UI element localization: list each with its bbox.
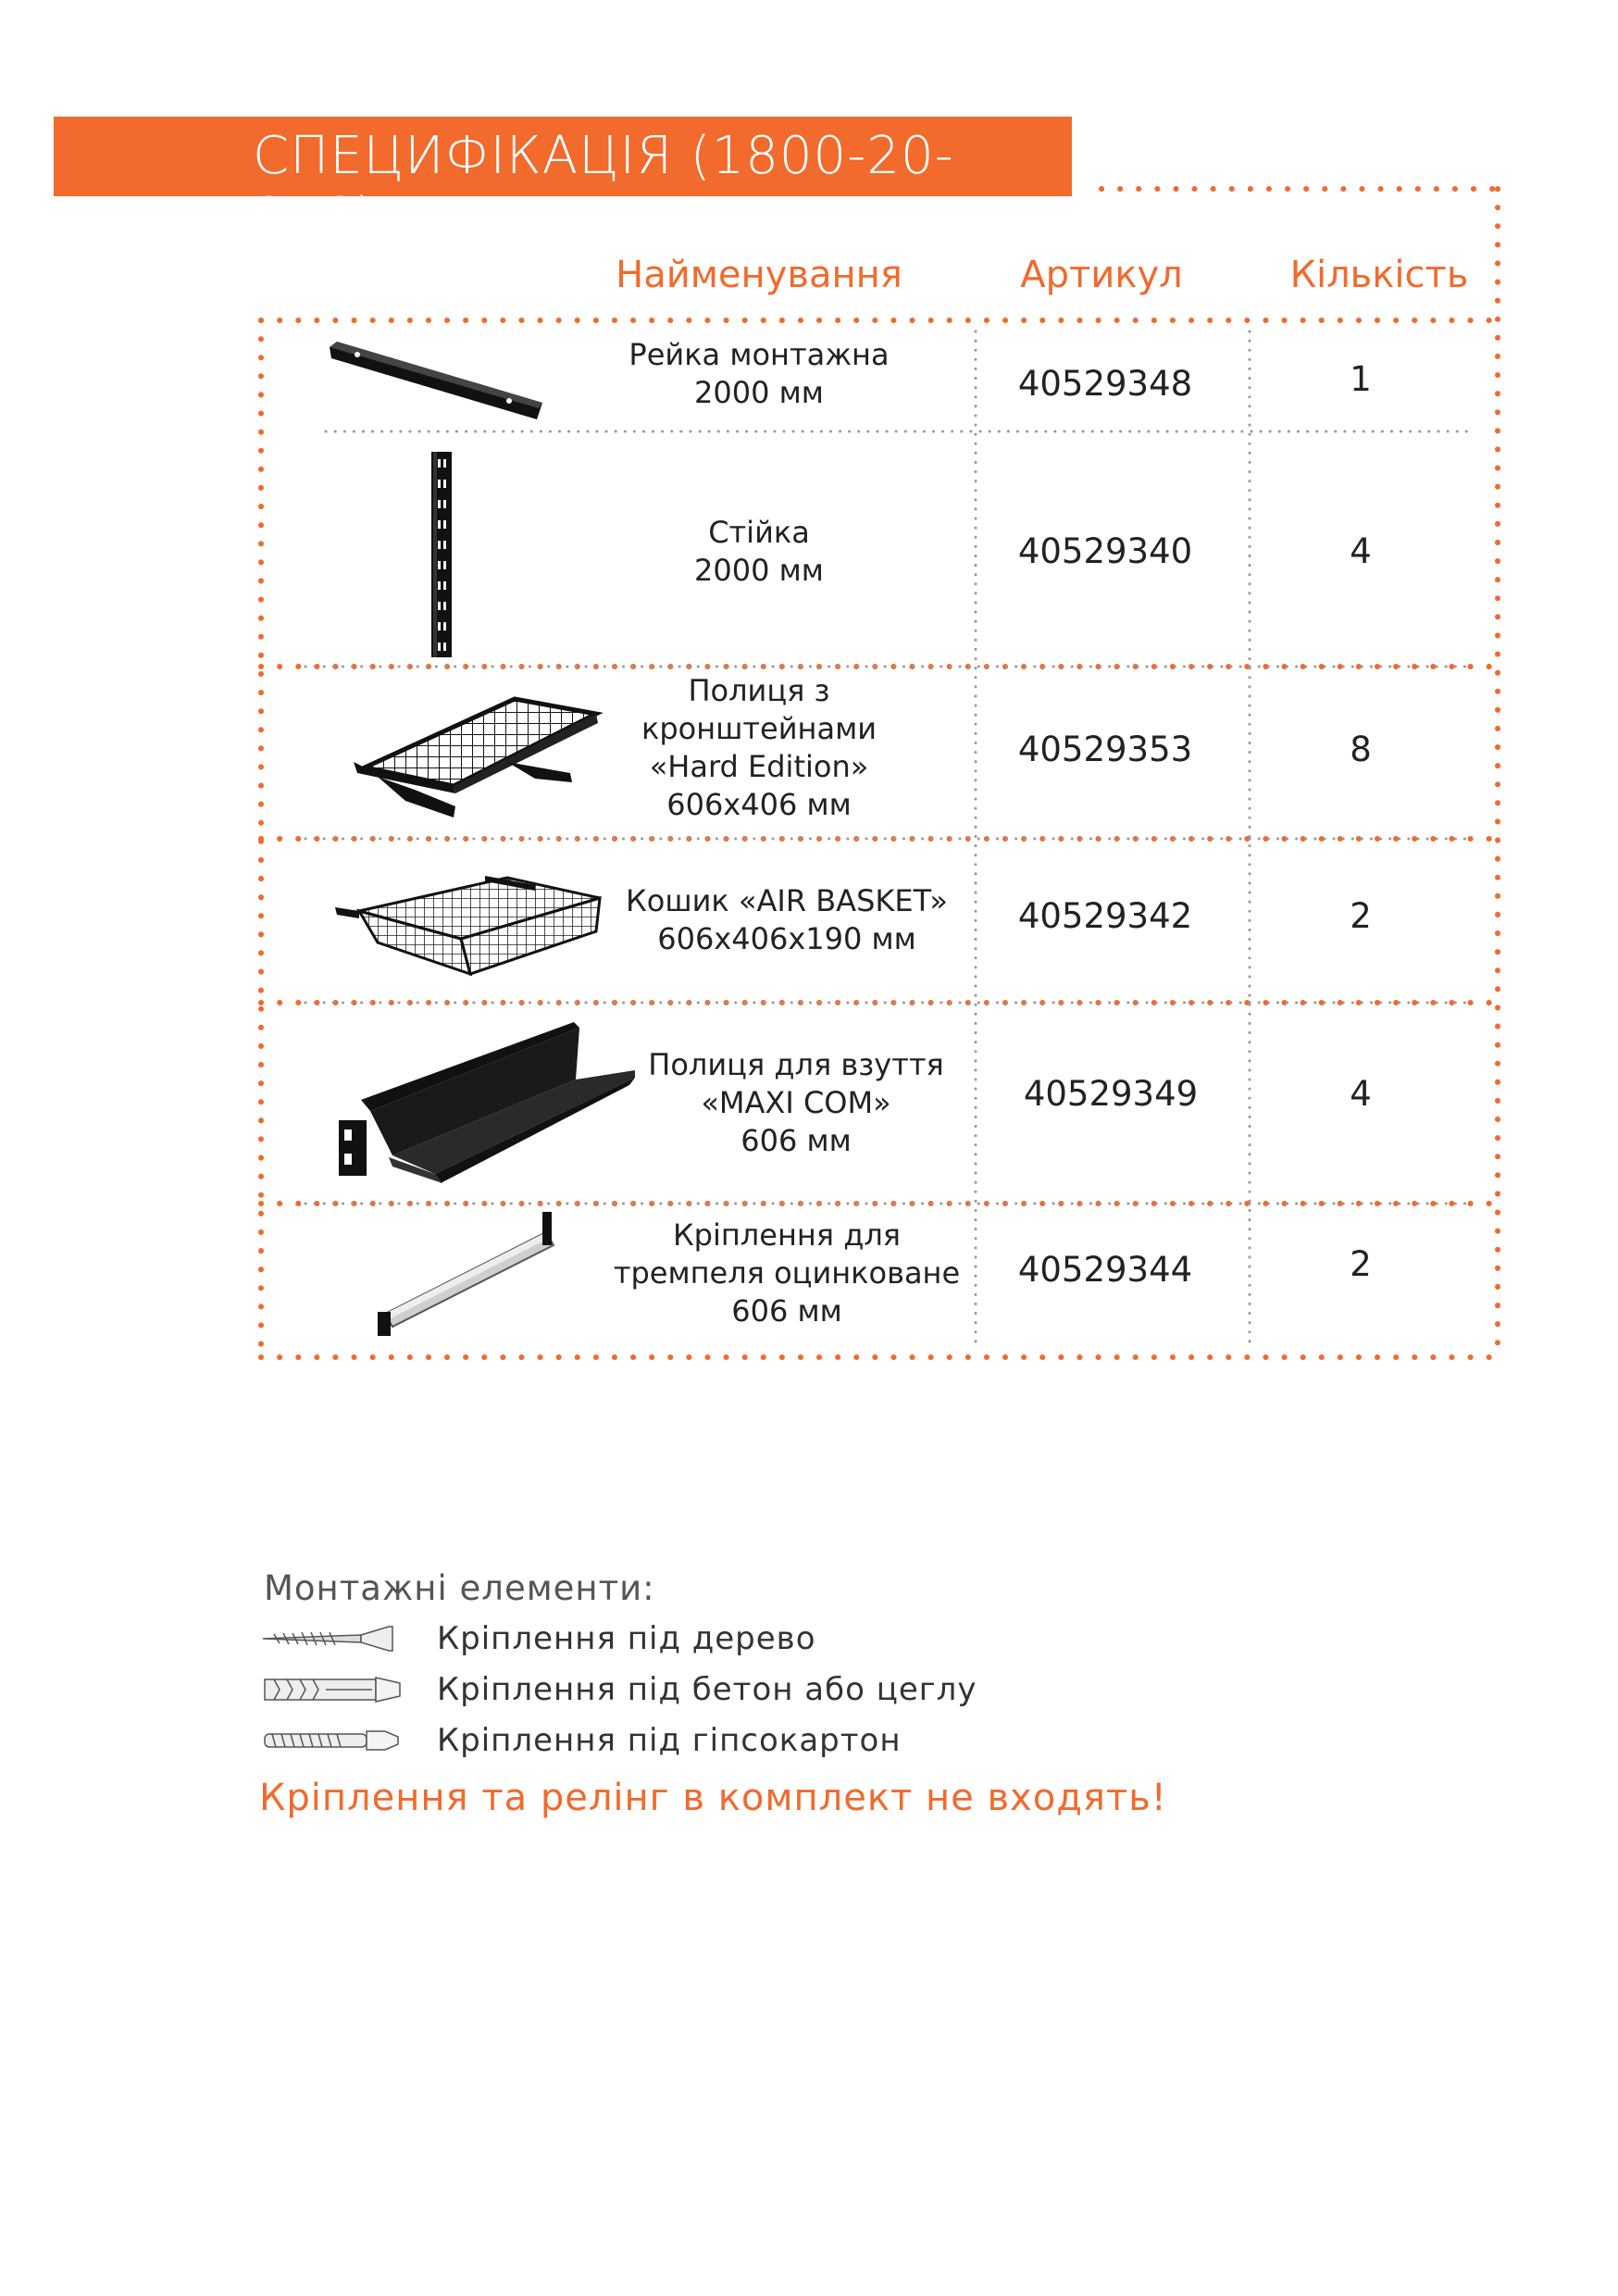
column-header-quantity: Кількість [1289, 254, 1469, 296]
row-1-article: 40529348 [1017, 364, 1193, 404]
column-header-article: Артикул [1020, 254, 1183, 296]
row-5-name: Полиця для взуття «MAXI COM» 606 мм [648, 1047, 944, 1158]
row-6-name: Кріплення для тремпеля оцинковане 606 мм [613, 1217, 961, 1329]
not-included-note: Кріплення та релінг в комплект не входять! [259, 1777, 1167, 1819]
column-header-name: Найменування [616, 254, 902, 296]
row-5-quantity: 4 [1350, 1074, 1372, 1114]
row-1-name: Рейка монтажна 2000 мм [629, 337, 890, 410]
row-4-name: Кошик «AIR BASKET» 606x406x190 мм [626, 883, 948, 956]
shoe-shelf-icon [324, 1018, 639, 1185]
row-2-article: 40529340 [1017, 531, 1193, 571]
row-5-article: 40529349 [1023, 1074, 1199, 1114]
mounting-item-wood: Кріплення під дерево [437, 1620, 816, 1657]
mounting-rail-icon [324, 338, 546, 430]
row-2-name: Стійка 2000 мм [694, 515, 824, 588]
row-4-quantity: 2 [1350, 896, 1372, 936]
mesh-shelf-icon [350, 690, 605, 825]
row-6-article: 40529344 [1017, 1250, 1193, 1290]
row-3-quantity: 8 [1350, 730, 1372, 769]
row-4-article: 40529342 [1017, 896, 1193, 936]
wire-basket-icon [331, 870, 602, 978]
concrete-anchor-icon [261, 1674, 405, 1705]
row-6-quantity: 2 [1350, 1244, 1372, 1284]
row-1-quantity: 1 [1350, 359, 1372, 399]
upright-post-icon [428, 450, 455, 661]
row-2-quantity: 4 [1350, 531, 1372, 571]
row-3-article: 40529353 [1017, 730, 1193, 769]
hanger-rail-icon [368, 1208, 565, 1347]
mounting-item-concrete: Кріплення під бетон або цеглу [437, 1671, 977, 1708]
wood-screw-icon [259, 1625, 398, 1653]
mounting-title: Монтажні елементи: [264, 1568, 655, 1608]
page-title: СПЕЦИФІКАЦІЯ (1800-20-056) [253, 126, 954, 247]
row-3-name: Полиця з кронштейнами «Hard Edition» 606x406 мм [641, 673, 877, 822]
drywall-anchor-icon [261, 1728, 405, 1753]
mounting-item-drywall: Кріплення під гіпсокартон [437, 1722, 902, 1759]
